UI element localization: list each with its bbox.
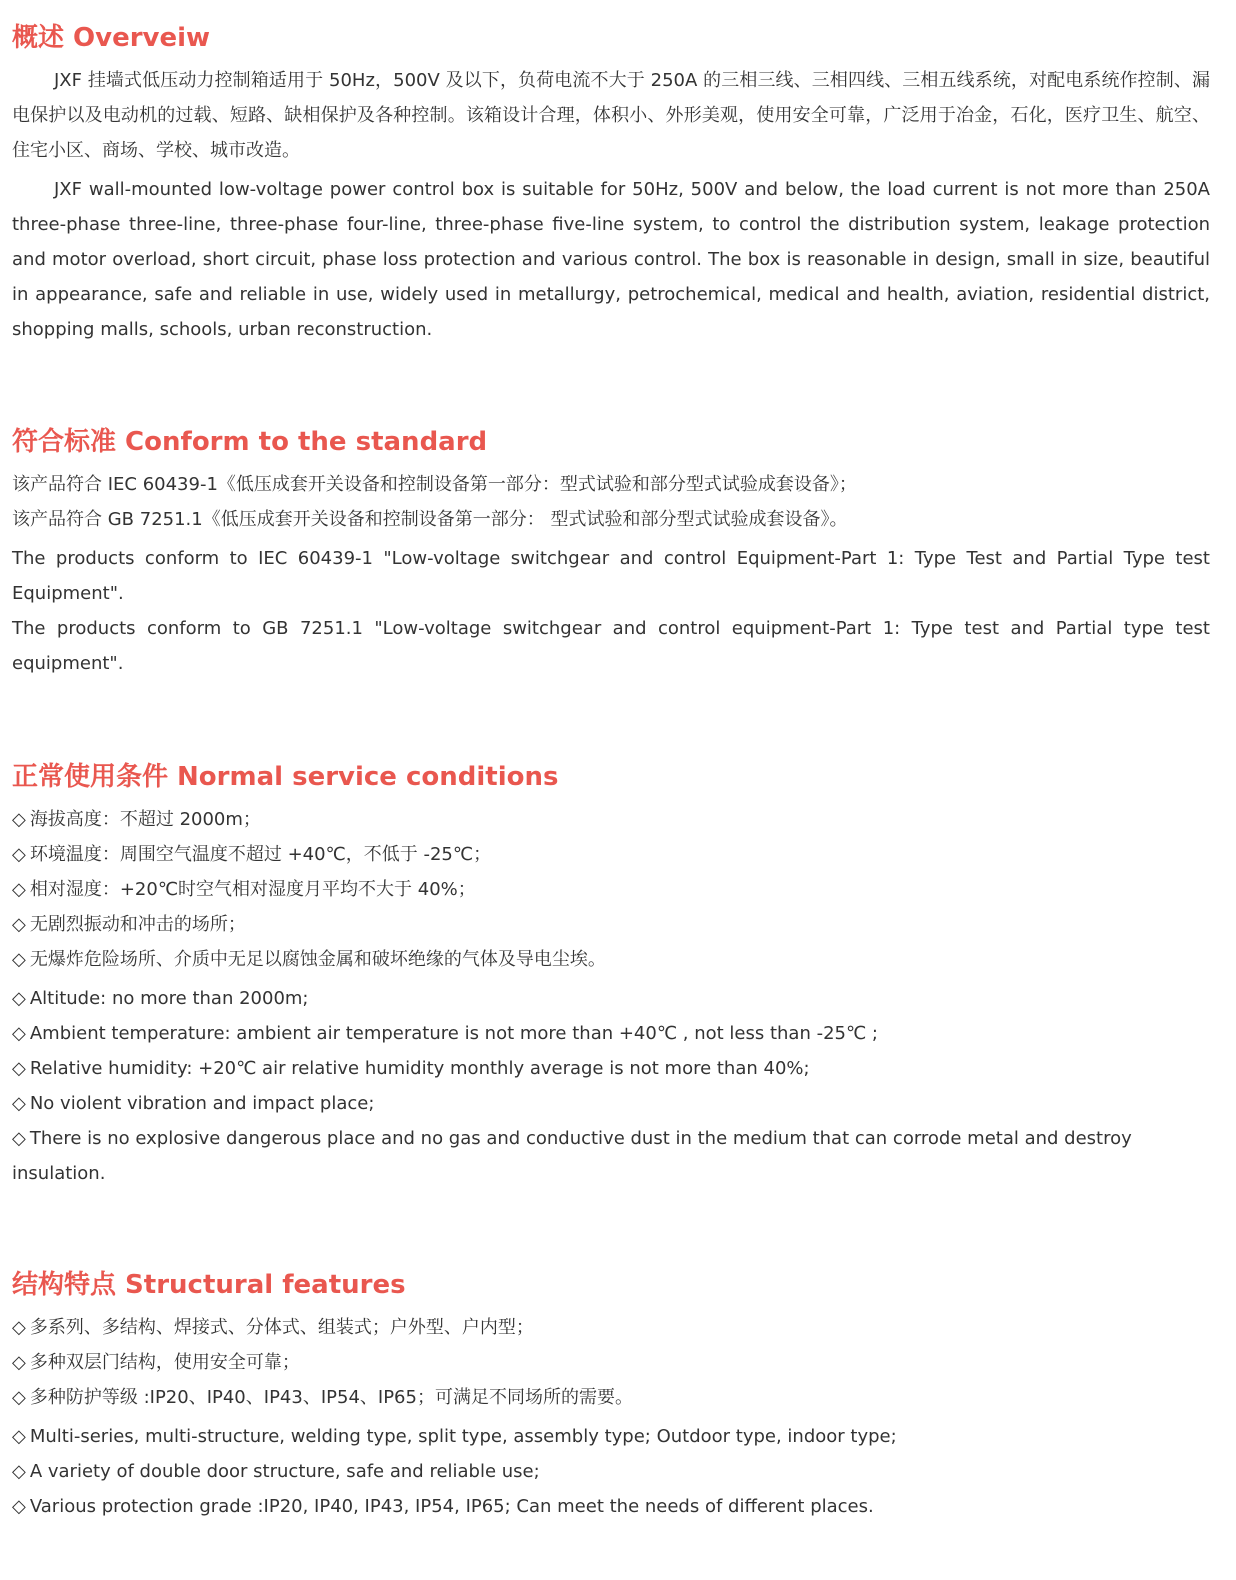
condition-text: Ambient temperature: ambient air temperature is not more than +40℃ , not less than -25℃ ; — [29, 1023, 878, 1044]
condition-item-en — [12, 1016, 1210, 1051]
condition-text: 环境温度：周围空气温度不超过 +40℃，不低于 -25℃； — [29, 844, 492, 865]
overview-paragraph-en: JXF wall-mounted low-voltage power control box is suitable for 50Hz, 500V and below, the load current is not more than 250A three-phase three-line, three-phase four-line, three-phase five-line system, to control the distribution system, leakage protection and motor overload, short circuit, phase loss protection and various control. The box is reasonable in design, small in size, beautiful in appearance, safe and reliable in use, widely used in metallurgy, petrochemical, medical and health, aviation, residential district, shopping malls, schools, urban reconstruction. — [12, 179, 1210, 340]
diamond-bullet-icon: ◇ — [12, 844, 26, 865]
condition-item-en — [12, 981, 1210, 1016]
structure-item-en — [12, 1454, 1210, 1489]
diamond-bullet-icon: ◇ — [12, 1426, 26, 1447]
overview-title: 概述 Overveiw — [12, 23, 211, 53]
overview-section — [12, 20, 1210, 347]
overview-paragraph-cn: JXF 挂墙式低压动力控制箱适用于 50Hz，500V 及以下，负荷电流不大于 250A 的三相三线、三相四线、三相五线系统，对配电系统作控制、漏电保护以及电动机的过载、短路、缺相保护及各种控制。该箱设计合理，体积小、外形美观，使用安全可靠，广泛用于冶金，石化，医疗卫生、航空、住宅小区、商场、学校、城市改造。 — [12, 70, 1210, 161]
structure-text: Various protection grade :IP20, IP40, IP43, IP54, IP65; Can meet the needs of different places. — [29, 1496, 874, 1517]
condition-item-cn — [12, 907, 1210, 942]
diamond-bullet-icon: ◇ — [12, 1387, 26, 1408]
standard-cn-line: 该产品符合 IEC 60439-1《低压成套开关设备和控制设备第一部分：型式试验和部分型式试验成套设备》； — [12, 474, 857, 495]
structure-item-cn — [12, 1380, 1210, 1415]
diamond-bullet-icon: ◇ — [12, 988, 26, 1009]
structure-item-cn — [12, 1345, 1210, 1380]
structure-text: Multi-series, multi-structure, welding type, split type, assembly type; Outdoor type, indoor type; — [29, 1426, 897, 1447]
condition-text: 相对湿度：+20℃时空气相对湿度月平均不大于 40%； — [29, 879, 476, 900]
condition-item-en — [12, 1086, 1210, 1121]
conditions-section — [12, 759, 1210, 1191]
condition-text: Altitude: no more than 2000m; — [29, 988, 309, 1009]
condition-item-cn — [12, 872, 1210, 907]
condition-text: There is no explosive dangerous place and no gas and conductive dust in the medium that can corrode metal and destroy insulation. — [12, 1128, 1132, 1184]
condition-item-en — [12, 1051, 1210, 1086]
structure-text: 多系列、多结构、焊接式、分体式、组装式；户外型、户内型； — [29, 1317, 534, 1338]
condition-text: 无剧烈振动和冲击的场所； — [29, 914, 246, 935]
structure-text: 多种防护等级 :IP20、IP40、IP43、IP54、IP65；可满足不同场所的需要。 — [29, 1387, 633, 1408]
diamond-bullet-icon: ◇ — [12, 1058, 26, 1079]
conditions-title: 正常使用条件 Normal service conditions — [12, 762, 559, 792]
diamond-bullet-icon: ◇ — [12, 1023, 26, 1044]
standard-en-line: The products conform to GB 7251.1 "Low-voltage switchgear and control equipment-Part 1: Type test and Partial type test equipment". — [12, 618, 1210, 674]
diamond-bullet-icon: ◇ — [12, 1317, 26, 1338]
diamond-bullet-icon: ◇ — [12, 879, 26, 900]
condition-item-cn — [12, 802, 1210, 837]
structure-item-en — [12, 1489, 1210, 1524]
condition-item-cn — [12, 942, 1210, 977]
condition-text: Relative humidity: +20℃ air relative humidity monthly average is not more than 40%; — [29, 1058, 810, 1079]
structure-item-cn — [12, 1310, 1210, 1345]
structure-text: 多种双层门结构，使用安全可靠； — [29, 1352, 300, 1373]
structure-section — [12, 1267, 1210, 1524]
diamond-bullet-icon: ◇ — [12, 1128, 26, 1149]
diamond-bullet-icon: ◇ — [12, 1093, 26, 1114]
condition-text: 无爆炸危险场所、介质中无足以腐蚀金属和破坏绝缘的气体及导电尘埃。 — [29, 949, 606, 970]
condition-item-cn — [12, 837, 1210, 872]
diamond-bullet-icon: ◇ — [12, 914, 26, 935]
diamond-bullet-icon: ◇ — [12, 809, 26, 830]
structure-title: 结构特点 Structural features — [12, 1270, 406, 1300]
diamond-bullet-icon: ◇ — [12, 949, 26, 970]
standard-section — [12, 424, 1210, 681]
standard-title: 符合标准 Conform to the standard — [12, 427, 488, 457]
standard-en-line: The products conform to IEC 60439-1 "Low-voltage switchgear and control Equipment-Part 1: Type Test and Partial Type test Equipment". — [12, 548, 1210, 604]
diamond-bullet-icon: ◇ — [12, 1461, 26, 1482]
diamond-bullet-icon: ◇ — [12, 1496, 26, 1517]
structure-text: A variety of double door structure, safe and reliable use; — [29, 1461, 540, 1482]
condition-item-en — [12, 1121, 1210, 1191]
condition-text: 海拔高度：不超过 2000m； — [29, 809, 261, 830]
standard-cn-line: 该产品符合 GB 7251.1《低压成套开关设备和控制设备第一部分： 型式试验和部分型式试验成套设备》。 — [12, 509, 848, 530]
diamond-bullet-icon: ◇ — [12, 1352, 26, 1373]
structure-item-en — [12, 1419, 1210, 1454]
condition-text: No violent vibration and impact place; — [29, 1093, 375, 1114]
